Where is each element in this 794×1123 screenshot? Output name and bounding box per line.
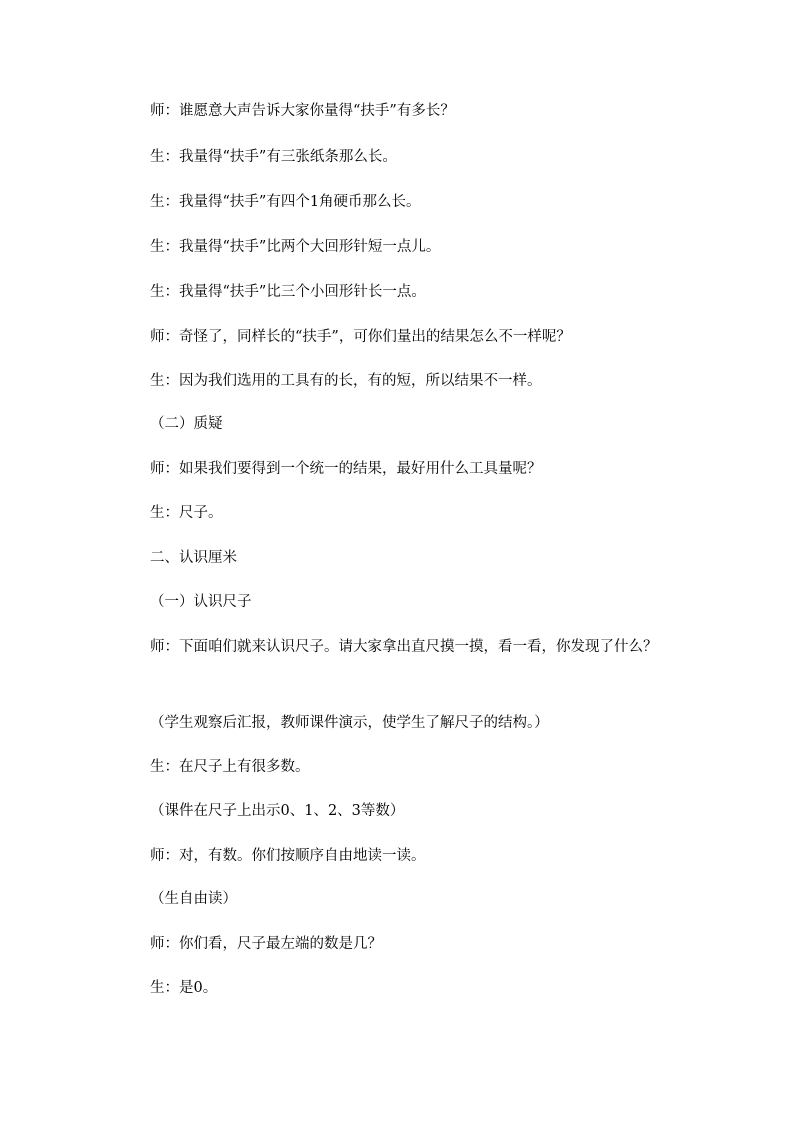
- paragraph: 生：我量得“扶手”比两个大回形针短一点儿。: [150, 239, 441, 255]
- section-heading: 二、认识厘米: [150, 550, 237, 566]
- paragraph: 生：在尺子上有很多数。: [150, 759, 310, 775]
- paragraph: 生：尺子。: [150, 505, 223, 521]
- paragraph: （学生观察后汇报，教师课件演示，使学生了解尺子的结构。）: [150, 715, 549, 731]
- paragraph: 师：你们看，尺子最左端的数是几？: [150, 936, 382, 952]
- section-heading: （二）质疑: [150, 416, 223, 432]
- paragraph: 师：如果我们要得到一个统一的结果，最好用什么工具量呢？: [150, 461, 542, 477]
- paragraph: 师：奇怪了，同样长的“扶手”，可你们量出的结果怎么不一样呢？: [150, 329, 571, 345]
- paragraph: 生：因为我们选用的工具有的长，有的短，所以结果不一样。: [150, 373, 542, 389]
- paragraph: 生：我量得“扶手”比三个小回形针长一点。: [150, 284, 426, 300]
- section-heading: （一）认识尺子: [150, 594, 252, 610]
- paragraph: 师：下面咱们就来认识尺子。请大家拿出直尺摸一摸，看一看，你发现了什么？: [150, 639, 658, 655]
- paragraph: （生自由读）: [150, 891, 237, 907]
- paragraph: 生：是0。: [150, 980, 218, 996]
- paragraph: 师：对，有数。你们按顺序自由地读一读。: [150, 848, 426, 864]
- paragraph: 生：我量得“扶手”有三张纸条那么长。: [150, 149, 397, 165]
- paragraph: 师：谁愿意大声告诉大家你量得“扶手”有多长？: [150, 103, 455, 119]
- paragraph: （课件在尺子上出示0、1、2、3等数）: [150, 803, 405, 819]
- paragraph: 生：我量得“扶手”有四个1角硬币那么长。: [150, 194, 421, 210]
